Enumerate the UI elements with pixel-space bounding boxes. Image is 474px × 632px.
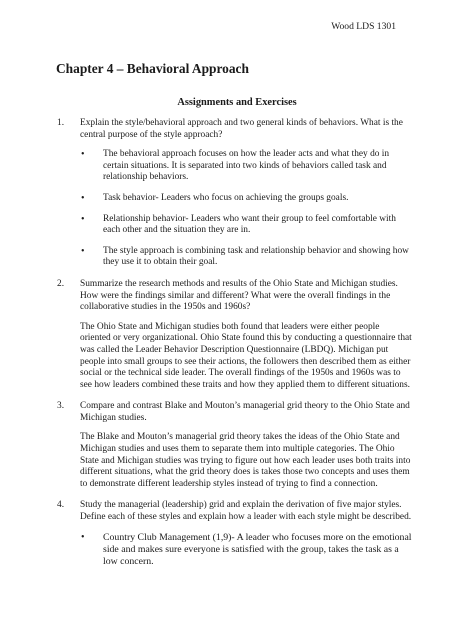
question-4 bbox=[57, 500, 412, 567]
question-2 bbox=[57, 279, 412, 391]
questions-list bbox=[57, 118, 412, 578]
question-number: 1. bbox=[57, 118, 65, 128]
question-number: 4. bbox=[57, 500, 65, 511]
answer-paragraph: The Ohio State and Michigan studies both found that leaders were either people oriented or very organizational. Ohio State found this by conducting a questionnaire that was called the Leader Behavior Description Questionnaire (LBDQ). Michigan put people into small groups to see their actions, the followers then described them as either social or the technical side leader. The overall findings of the 1950s and 1960s was to see how leaders combined these traits and how they applied them to different situations. bbox=[80, 321, 412, 390]
bullet-item bbox=[80, 532, 412, 568]
answer-bullets bbox=[80, 532, 412, 568]
bullet-item bbox=[80, 246, 412, 269]
question-text: Study the managerial (leadership) grid and explain the derivation of five major styles. Define each of these styles and explain how a leader with each style might be described. bbox=[80, 500, 412, 523]
question-number: 2. bbox=[57, 278, 65, 289]
bullet-icon: • bbox=[81, 213, 85, 225]
question-text: Compare and contrast Blake and Mouton’s managerial grid theory to the Ohio State and Michigan studies. bbox=[80, 401, 410, 423]
bullet-text: Country Club Management (1,9)- A leader who focuses more on the emotional side and makes sure everyone is satisfied with the group, takes the task as a low concern. bbox=[103, 531, 412, 567]
answer-bullets bbox=[80, 149, 412, 269]
question-number: 3. bbox=[57, 401, 65, 412]
question-1 bbox=[57, 118, 412, 269]
bullet-item bbox=[80, 149, 412, 184]
question-text: Explain the style/behavioral approach and two general kinds of behaviors. What is the central purpose of the style approach? bbox=[80, 118, 403, 140]
bullet-text: The style approach is combining task and relationship behavior and showing how they use it to obtain their goal. bbox=[103, 245, 409, 268]
question-text: Summarize the research methods and results of the Ohio State and Michigan studies. How were the findings similar and different? What were the overall findings in the collaborative studies in the 1950s and 1960s? bbox=[80, 278, 398, 313]
bullet-icon: • bbox=[81, 192, 85, 204]
bullet-text: Relationship behavior- Leaders who want their group to feel comfortable with each other and the situation they are in. bbox=[103, 213, 396, 236]
bullet-icon: • bbox=[81, 149, 85, 161]
bullet-text: Task behavior- Leaders who focus on achieving the groups goals. bbox=[103, 192, 349, 203]
page-header: Wood LDS 1301 bbox=[331, 21, 396, 32]
section-title: Assignments and Exercises bbox=[177, 97, 297, 108]
question-3 bbox=[57, 401, 412, 490]
bullet-item bbox=[80, 214, 412, 237]
bullet-text: The behavioral approach focuses on how the leader acts and what they do in certain situations. It is separated into two kinds of behaviors called task and relationship behaviors. bbox=[103, 149, 390, 183]
bullet-item bbox=[80, 193, 412, 205]
chapter-title: Chapter 4 – Behavioral Approach bbox=[56, 61, 249, 76]
bullet-icon: • bbox=[81, 531, 85, 543]
answer-paragraph: The Blake and Mouton’s managerial grid theory takes the ideas of the Ohio State and Michigan studies and uses them to separate them into multiple categories. The Ohio State and Michigan studies was trying to figure out how each leader uses both traits into different situations, what the grid theory does is takes those two concepts and uses them to demonstrate different leadership styles instead of trying to find a connection. bbox=[80, 432, 411, 489]
bullet-icon: • bbox=[81, 245, 85, 257]
